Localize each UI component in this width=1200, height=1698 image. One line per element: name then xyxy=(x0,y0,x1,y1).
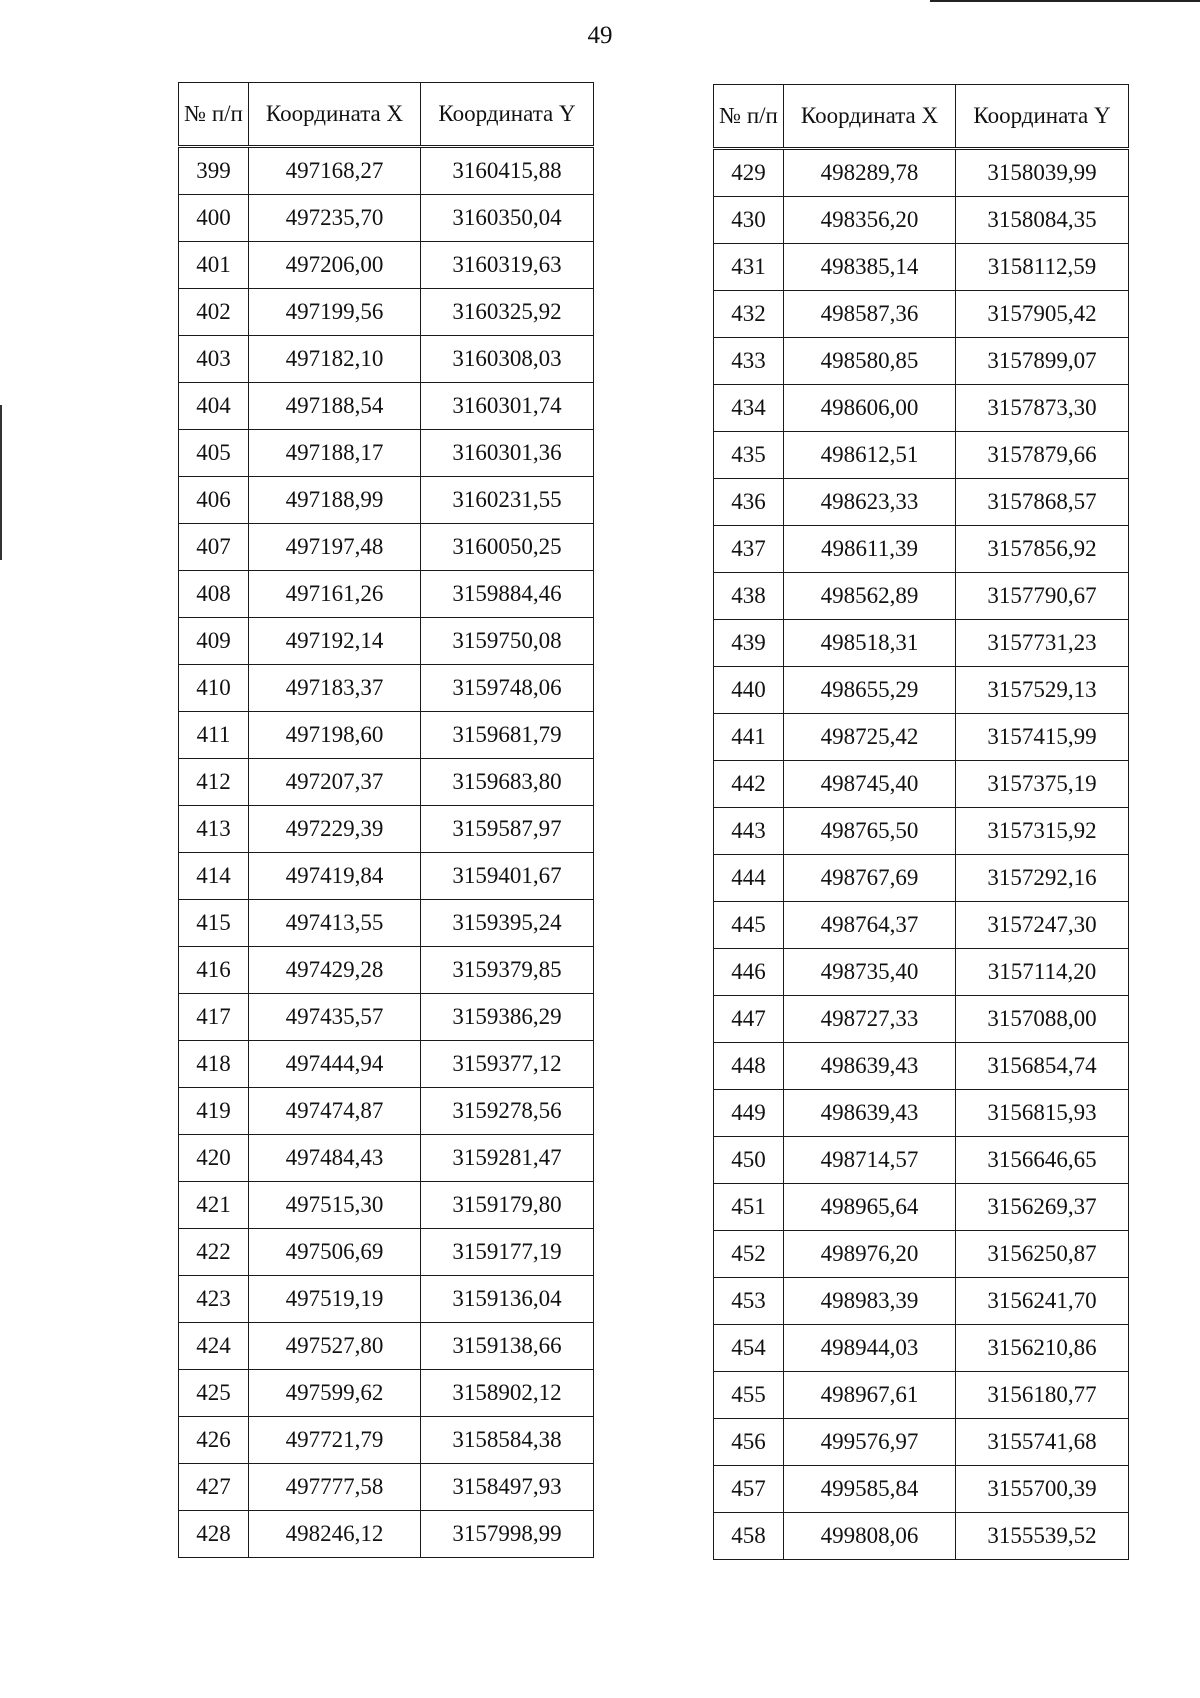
cell-coord-y: 3158497,93 xyxy=(421,1464,594,1511)
table-row xyxy=(714,949,1129,996)
table-row xyxy=(179,336,594,383)
cell-num: 455 xyxy=(714,1372,784,1419)
cell-coord-y: 3155700,39 xyxy=(956,1466,1129,1513)
cell-coord-y: 3158584,38 xyxy=(421,1417,594,1464)
cell-coord-x: 497188,54 xyxy=(249,383,421,430)
cell-coord-y: 3159379,85 xyxy=(421,947,594,994)
cell-coord-x: 497444,94 xyxy=(249,1041,421,1088)
cell-coord-y: 3160325,92 xyxy=(421,289,594,336)
cell-num: 446 xyxy=(714,949,784,996)
cell-coord-x: 497474,87 xyxy=(249,1088,421,1135)
cell-num: 421 xyxy=(179,1182,249,1229)
cell-num: 415 xyxy=(179,900,249,947)
cell-coord-y: 3159683,80 xyxy=(421,759,594,806)
cell-num: 404 xyxy=(179,383,249,430)
table-row xyxy=(179,853,594,900)
table-row xyxy=(714,667,1129,714)
table-row xyxy=(714,385,1129,432)
cell-coord-y: 3159138,66 xyxy=(421,1323,594,1370)
cell-coord-x: 498606,00 xyxy=(784,385,956,432)
cell-num: 447 xyxy=(714,996,784,1043)
cell-coord-x: 498745,40 xyxy=(784,761,956,808)
table-row xyxy=(714,855,1129,902)
cell-coord-y: 3157899,07 xyxy=(956,338,1129,385)
cell-coord-y: 3159177,19 xyxy=(421,1229,594,1276)
table-row xyxy=(179,1464,594,1511)
cell-coord-y: 3156180,77 xyxy=(956,1372,1129,1419)
cell-num: 406 xyxy=(179,477,249,524)
cell-num: 452 xyxy=(714,1231,784,1278)
cell-num: 427 xyxy=(179,1464,249,1511)
cell-num: 445 xyxy=(714,902,784,949)
scan-edge-mark xyxy=(0,405,2,560)
cell-coord-x: 497192,14 xyxy=(249,618,421,665)
coordinates-table-left xyxy=(178,82,594,1558)
table-row xyxy=(179,147,594,195)
cell-coord-x: 497207,37 xyxy=(249,759,421,806)
table-row xyxy=(714,714,1129,761)
cell-num: 454 xyxy=(714,1325,784,1372)
cell-num: 401 xyxy=(179,242,249,289)
cell-coord-x: 498727,33 xyxy=(784,996,956,1043)
cell-num: 414 xyxy=(179,853,249,900)
cell-coord-x: 498518,31 xyxy=(784,620,956,667)
cell-coord-y: 3156269,37 xyxy=(956,1184,1129,1231)
cell-num: 400 xyxy=(179,195,249,242)
cell-coord-x: 497188,99 xyxy=(249,477,421,524)
cell-coord-y: 3155741,68 xyxy=(956,1419,1129,1466)
table-row xyxy=(714,1137,1129,1184)
table-row xyxy=(179,1370,594,1417)
header-num: № п/п xyxy=(179,83,249,147)
table-row xyxy=(714,1278,1129,1325)
cell-num: 441 xyxy=(714,714,784,761)
cell-coord-x: 498967,61 xyxy=(784,1372,956,1419)
table-body-right xyxy=(714,149,1129,1560)
cell-coord-x: 497429,28 xyxy=(249,947,421,994)
cell-coord-x: 498764,37 xyxy=(784,902,956,949)
cell-num: 458 xyxy=(714,1513,784,1560)
cell-num: 416 xyxy=(179,947,249,994)
cell-coord-y: 3157905,42 xyxy=(956,291,1129,338)
cell-coord-x: 497188,17 xyxy=(249,430,421,477)
page-number: 49 xyxy=(587,22,613,49)
cell-coord-x: 497197,48 xyxy=(249,524,421,571)
table-row xyxy=(179,1511,594,1558)
cell-coord-x: 497777,58 xyxy=(249,1464,421,1511)
cell-coord-x: 497527,80 xyxy=(249,1323,421,1370)
cell-num: 444 xyxy=(714,855,784,902)
cell-num: 402 xyxy=(179,289,249,336)
table-row xyxy=(179,618,594,665)
cell-coord-x: 498976,20 xyxy=(784,1231,956,1278)
cell-num: 436 xyxy=(714,479,784,526)
table-row xyxy=(179,1276,594,1323)
cell-coord-x: 498655,29 xyxy=(784,667,956,714)
cell-num: 413 xyxy=(179,806,249,853)
coordinates-table-right xyxy=(713,84,1129,1560)
table-row xyxy=(179,1417,594,1464)
table-row xyxy=(179,430,594,477)
cell-num: 443 xyxy=(714,808,784,855)
table-body-left xyxy=(179,147,594,1558)
cell-coord-y: 3156241,70 xyxy=(956,1278,1129,1325)
cell-num: 451 xyxy=(714,1184,784,1231)
cell-coord-x: 498639,43 xyxy=(784,1043,956,1090)
table-row xyxy=(714,1466,1129,1513)
cell-coord-y: 3157088,00 xyxy=(956,996,1129,1043)
table-row xyxy=(179,1135,594,1182)
table-row xyxy=(714,244,1129,291)
table-row xyxy=(179,665,594,712)
cell-coord-x: 498356,20 xyxy=(784,197,956,244)
cell-coord-y: 3160050,25 xyxy=(421,524,594,571)
cell-coord-y: 3158084,35 xyxy=(956,197,1129,244)
cell-num: 411 xyxy=(179,712,249,759)
cell-coord-x: 499808,06 xyxy=(784,1513,956,1560)
table-row xyxy=(179,242,594,289)
table-row xyxy=(179,524,594,571)
cell-num: 430 xyxy=(714,197,784,244)
cell-coord-y: 3158112,59 xyxy=(956,244,1129,291)
cell-num: 448 xyxy=(714,1043,784,1090)
cell-coord-y: 3160301,74 xyxy=(421,383,594,430)
cell-coord-y: 3159587,97 xyxy=(421,806,594,853)
table-row xyxy=(714,338,1129,385)
cell-coord-y: 3159401,67 xyxy=(421,853,594,900)
cell-coord-y: 3157415,99 xyxy=(956,714,1129,761)
cell-coord-y: 3159136,04 xyxy=(421,1276,594,1323)
cell-coord-y: 3159281,47 xyxy=(421,1135,594,1182)
cell-num: 426 xyxy=(179,1417,249,1464)
cell-coord-x: 498611,39 xyxy=(784,526,956,573)
table-row xyxy=(714,1325,1129,1372)
cell-coord-y: 3156250,87 xyxy=(956,1231,1129,1278)
cell-coord-y: 3159395,24 xyxy=(421,900,594,947)
cell-num: 435 xyxy=(714,432,784,479)
cell-coord-x: 497721,79 xyxy=(249,1417,421,1464)
table-row xyxy=(714,1043,1129,1090)
cell-coord-x: 498965,64 xyxy=(784,1184,956,1231)
header-coord-x: Координата X xyxy=(784,85,956,149)
table-row xyxy=(714,149,1129,197)
header-coord-y: Координата Y xyxy=(956,85,1129,149)
cell-num: 437 xyxy=(714,526,784,573)
cell-num: 407 xyxy=(179,524,249,571)
table-row xyxy=(714,432,1129,479)
table-row xyxy=(714,526,1129,573)
cell-coord-y: 3156854,74 xyxy=(956,1043,1129,1090)
cell-coord-y: 3157790,67 xyxy=(956,573,1129,620)
cell-coord-x: 498623,33 xyxy=(784,479,956,526)
cell-coord-y: 3157856,92 xyxy=(956,526,1129,573)
table-header-row xyxy=(714,85,1129,149)
cell-coord-x: 498612,51 xyxy=(784,432,956,479)
cell-num: 440 xyxy=(714,667,784,714)
table-row xyxy=(714,1372,1129,1419)
cell-coord-x: 498587,36 xyxy=(784,291,956,338)
header-coord-y: Координата Y xyxy=(421,83,594,147)
cell-coord-y: 3157292,16 xyxy=(956,855,1129,902)
table-header-row xyxy=(179,83,594,147)
cell-num: 453 xyxy=(714,1278,784,1325)
table-row xyxy=(714,620,1129,667)
cell-num: 439 xyxy=(714,620,784,667)
cell-coord-y: 3157879,66 xyxy=(956,432,1129,479)
cell-coord-x: 497182,10 xyxy=(249,336,421,383)
cell-coord-y: 3157998,99 xyxy=(421,1511,594,1558)
header-coord-x: Координата X xyxy=(249,83,421,147)
table-row xyxy=(714,1513,1129,1560)
table-row xyxy=(179,947,594,994)
table-row xyxy=(714,808,1129,855)
cell-coord-x: 498289,78 xyxy=(784,149,956,197)
cell-coord-x: 497413,55 xyxy=(249,900,421,947)
table-row xyxy=(179,806,594,853)
cell-coord-x: 497198,60 xyxy=(249,712,421,759)
cell-coord-x: 498944,03 xyxy=(784,1325,956,1372)
cell-coord-y: 3157873,30 xyxy=(956,385,1129,432)
cell-coord-x: 498246,12 xyxy=(249,1511,421,1558)
cell-num: 408 xyxy=(179,571,249,618)
cell-num: 422 xyxy=(179,1229,249,1276)
cell-coord-y: 3160415,88 xyxy=(421,147,594,195)
table-row xyxy=(179,759,594,806)
cell-coord-x: 498765,50 xyxy=(784,808,956,855)
cell-coord-x: 497419,84 xyxy=(249,853,421,900)
cell-coord-x: 497515,30 xyxy=(249,1182,421,1229)
cell-num: 409 xyxy=(179,618,249,665)
table-row xyxy=(714,291,1129,338)
cell-coord-x: 497161,26 xyxy=(249,571,421,618)
table-row xyxy=(179,1088,594,1135)
cell-coord-x: 497168,27 xyxy=(249,147,421,195)
table-row xyxy=(179,994,594,1041)
cell-num: 433 xyxy=(714,338,784,385)
cell-num: 428 xyxy=(179,1511,249,1558)
cell-num: 434 xyxy=(714,385,784,432)
cell-coord-x: 498385,14 xyxy=(784,244,956,291)
cell-num: 457 xyxy=(714,1466,784,1513)
cell-coord-y: 3160319,63 xyxy=(421,242,594,289)
cell-coord-y: 3159179,80 xyxy=(421,1182,594,1229)
cell-num: 420 xyxy=(179,1135,249,1182)
cell-coord-x: 497229,39 xyxy=(249,806,421,853)
table-row xyxy=(179,477,594,524)
cell-coord-y: 3157731,23 xyxy=(956,620,1129,667)
cell-num: 431 xyxy=(714,244,784,291)
cell-num: 419 xyxy=(179,1088,249,1135)
cell-coord-y: 3156815,93 xyxy=(956,1090,1129,1137)
cell-coord-x: 498983,39 xyxy=(784,1278,956,1325)
cell-coord-y: 3156210,86 xyxy=(956,1325,1129,1372)
table-row xyxy=(179,1041,594,1088)
cell-coord-y: 3158039,99 xyxy=(956,149,1129,197)
cell-coord-y: 3157375,19 xyxy=(956,761,1129,808)
table-row xyxy=(714,1419,1129,1466)
cell-coord-y: 3157114,20 xyxy=(956,949,1129,996)
cell-coord-x: 499576,97 xyxy=(784,1419,956,1466)
cell-num: 432 xyxy=(714,291,784,338)
cell-coord-y: 3158902,12 xyxy=(421,1370,594,1417)
header-num: № п/п xyxy=(714,85,784,149)
cell-coord-x: 498725,42 xyxy=(784,714,956,761)
cell-coord-y: 3156646,65 xyxy=(956,1137,1129,1184)
table-row xyxy=(179,900,594,947)
cell-coord-x: 497183,37 xyxy=(249,665,421,712)
cell-coord-x: 498580,85 xyxy=(784,338,956,385)
cell-num: 449 xyxy=(714,1090,784,1137)
cell-coord-y: 3160308,03 xyxy=(421,336,594,383)
cell-num: 412 xyxy=(179,759,249,806)
table-row xyxy=(714,1090,1129,1137)
cell-num: 424 xyxy=(179,1323,249,1370)
table-row xyxy=(179,289,594,336)
cell-coord-y: 3159386,29 xyxy=(421,994,594,1041)
cell-coord-x: 498562,89 xyxy=(784,573,956,620)
top-rule xyxy=(930,0,1200,2)
cell-coord-x: 497199,56 xyxy=(249,289,421,336)
cell-coord-y: 3157529,13 xyxy=(956,667,1129,714)
cell-num: 450 xyxy=(714,1137,784,1184)
table-row xyxy=(714,1184,1129,1231)
cell-coord-x: 499585,84 xyxy=(784,1466,956,1513)
table-row xyxy=(714,996,1129,1043)
table-row xyxy=(179,712,594,759)
cell-num: 399 xyxy=(179,147,249,195)
cell-coord-x: 498714,57 xyxy=(784,1137,956,1184)
cell-coord-y: 3159750,08 xyxy=(421,618,594,665)
cell-coord-x: 497435,57 xyxy=(249,994,421,1041)
table-row xyxy=(179,1229,594,1276)
cell-num: 442 xyxy=(714,761,784,808)
cell-num: 456 xyxy=(714,1419,784,1466)
table-row xyxy=(714,479,1129,526)
cell-num: 410 xyxy=(179,665,249,712)
cell-coord-y: 3160301,36 xyxy=(421,430,594,477)
cell-coord-x: 497235,70 xyxy=(249,195,421,242)
table-row xyxy=(714,902,1129,949)
cell-coord-y: 3159681,79 xyxy=(421,712,594,759)
table-row xyxy=(714,197,1129,244)
cell-num: 403 xyxy=(179,336,249,383)
table-row xyxy=(714,1231,1129,1278)
cell-coord-y: 3159377,12 xyxy=(421,1041,594,1088)
table-row xyxy=(714,573,1129,620)
table-row xyxy=(714,761,1129,808)
cell-coord-y: 3160231,55 xyxy=(421,477,594,524)
cell-coord-y: 3157247,30 xyxy=(956,902,1129,949)
cell-coord-y: 3157315,92 xyxy=(956,808,1129,855)
table-row xyxy=(179,383,594,430)
table-row xyxy=(179,571,594,618)
cell-coord-x: 497484,43 xyxy=(249,1135,421,1182)
cell-num: 423 xyxy=(179,1276,249,1323)
cell-coord-x: 498639,43 xyxy=(784,1090,956,1137)
table-row xyxy=(179,1323,594,1370)
cell-num: 425 xyxy=(179,1370,249,1417)
table-row xyxy=(179,1182,594,1229)
table-row xyxy=(179,195,594,242)
cell-num: 417 xyxy=(179,994,249,1041)
cell-coord-y: 3159884,46 xyxy=(421,571,594,618)
cell-coord-x: 497519,19 xyxy=(249,1276,421,1323)
cell-num: 438 xyxy=(714,573,784,620)
cell-num: 429 xyxy=(714,149,784,197)
cell-coord-y: 3155539,52 xyxy=(956,1513,1129,1560)
cell-num: 405 xyxy=(179,430,249,477)
cell-coord-y: 3160350,04 xyxy=(421,195,594,242)
cell-coord-x: 497206,00 xyxy=(249,242,421,289)
cell-coord-x: 497506,69 xyxy=(249,1229,421,1276)
cell-coord-y: 3157868,57 xyxy=(956,479,1129,526)
cell-coord-x: 497599,62 xyxy=(249,1370,421,1417)
cell-coord-y: 3159278,56 xyxy=(421,1088,594,1135)
cell-coord-x: 498735,40 xyxy=(784,949,956,996)
cell-coord-y: 3159748,06 xyxy=(421,665,594,712)
cell-num: 418 xyxy=(179,1041,249,1088)
cell-coord-x: 498767,69 xyxy=(784,855,956,902)
